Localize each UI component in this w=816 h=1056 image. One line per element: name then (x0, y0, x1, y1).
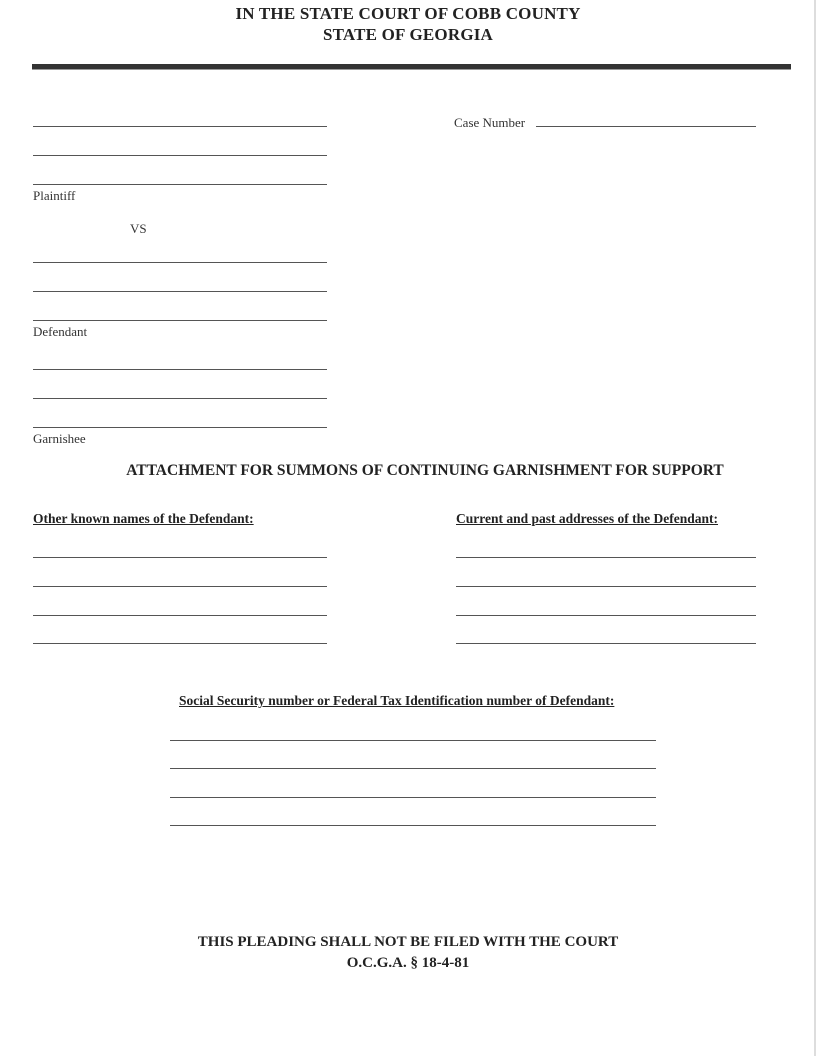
state-name: STATE OF GEORGIA (322, 25, 494, 44)
address-line-4[interactable] (456, 643, 756, 644)
other-names-heading: Other known names of the Defendant: (33, 511, 254, 526)
defendant-line-1[interactable] (33, 262, 327, 263)
other-name-line-2[interactable] (33, 586, 327, 587)
address-line-2[interactable] (456, 586, 756, 587)
plaintiff-label: Plaintiff (33, 188, 76, 203)
form-title: ATTACHMENT FOR SUMMONS OF CONTINUING GARNISHMENT FOR SUPPORT (126, 462, 724, 479)
other-name-line-4[interactable] (33, 643, 327, 644)
defendant-line-3[interactable] (33, 320, 327, 321)
plaintiff-line-1[interactable] (33, 126, 327, 127)
defendant-line-2[interactable] (33, 291, 327, 292)
header-rule (32, 64, 791, 70)
statute-citation: O.C.G.A. § 18-4-81 (346, 955, 470, 971)
case-number-field[interactable] (536, 126, 756, 127)
garnishee-line-1[interactable] (33, 369, 327, 370)
other-name-line-1[interactable] (33, 557, 327, 558)
court-name: IN THE STATE COURT OF COBB COUNTY (235, 4, 581, 23)
addresses-heading: Current and past addresses of the Defendant: (456, 511, 719, 526)
ssn-line-3[interactable] (170, 797, 656, 798)
ssn-line-4[interactable] (170, 825, 656, 826)
ssn-line-2[interactable] (170, 768, 656, 769)
defendant-label: Defendant (33, 324, 88, 339)
plaintiff-line-2[interactable] (33, 155, 327, 156)
garnishee-label: Garnishee (33, 431, 86, 446)
vs-label: VS (130, 221, 147, 236)
other-name-line-3[interactable] (33, 615, 327, 616)
ssn-line-1[interactable] (170, 740, 656, 741)
address-line-1[interactable] (456, 557, 756, 558)
case-number-label: Case Number (454, 115, 526, 130)
filing-notice: THIS PLEADING SHALL NOT BE FILED WITH THE COURT (197, 934, 619, 950)
garnishee-line-2[interactable] (33, 398, 327, 399)
plaintiff-line-3[interactable] (33, 184, 327, 185)
address-line-3[interactable] (456, 615, 756, 616)
ssn-heading: Social Security number or Federal Tax Identification number of Defendant: (179, 693, 615, 708)
garnishee-line-3[interactable] (33, 427, 327, 428)
